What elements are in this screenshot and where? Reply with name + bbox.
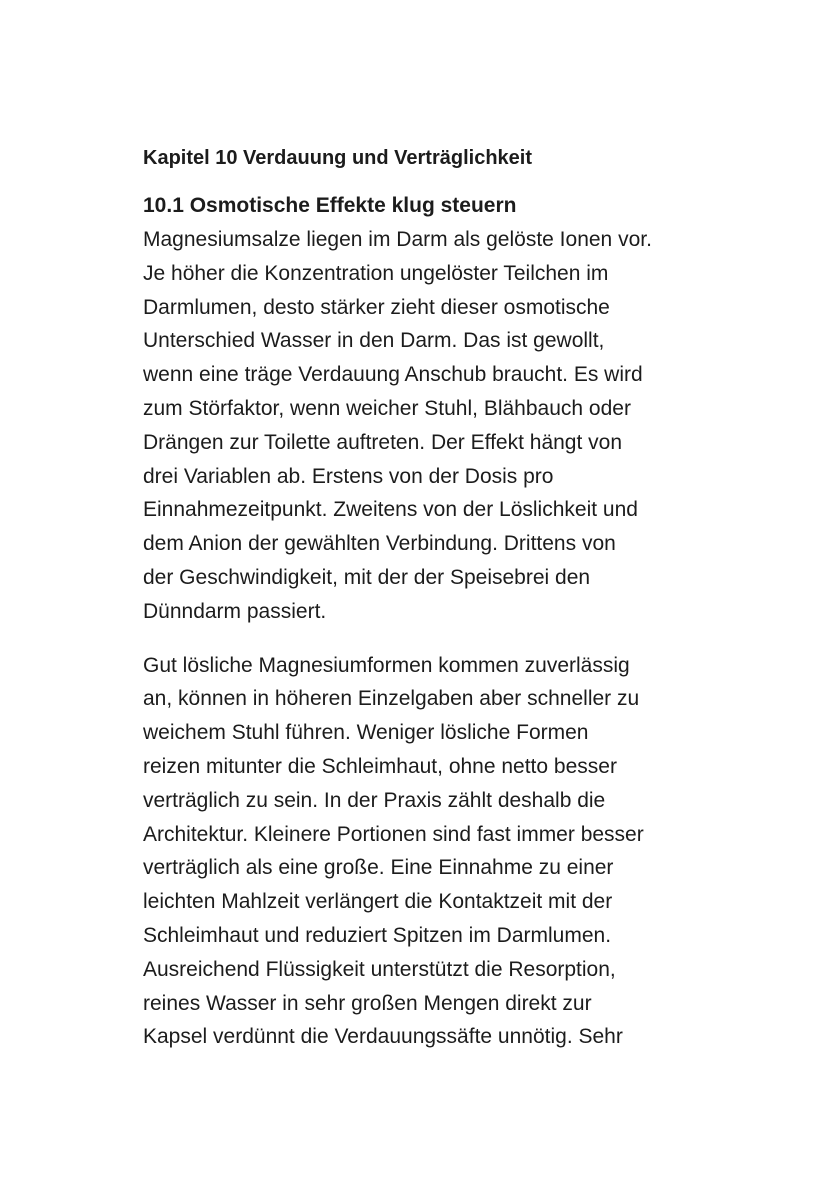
paragraph-line: reizen mitunter die Schleimhaut, ohne netto besser [143,754,617,778]
paragraph-line: leichten Mahlzeit verlängert die Kontaktzeit mit der [143,890,613,914]
paragraph-line: Gut lösliche Magnesiumformen kommen zuverlässig [143,653,630,677]
document-page [143,143,703,1054]
paragraph-line: Dünndarm passiert. [143,599,327,623]
paragraph-line: Einnahmezeitpunkt. Zweitens von der Löslichkeit und [143,498,638,522]
paragraph-line: Kapsel verdünnt die Verdauungssäfte unnötig. Sehr [143,1025,623,1049]
paragraph-line: verträglich als eine große. Eine Einnahme zu einer [143,856,614,880]
paragraph-line: Architektur. Kleinere Portionen sind fast immer besser [143,822,644,846]
paragraph-line: der Geschwindigkeit, mit der der Speisebrei den [143,565,591,589]
chapter-title: Kapitel 10 Verdauung und Verträglichkeit [143,147,532,169]
paragraph-line: wenn eine träge Verdauung Anschub braucht. Es wird [143,363,643,387]
paragraph-line: Darmlumen, desto stärker zieht dieser osmotische [143,295,610,319]
paragraph-line: verträglich zu sein. In der Praxis zählt deshalb die [143,788,606,812]
paragraph-line: dem Anion der gewählten Verbindung. Drittens von [143,532,616,556]
paragraph-line: zum Störfaktor, wenn weicher Stuhl, Blähbauch oder [143,396,631,420]
paragraph-line: an, können in höheren Einzelgaben aber schneller zu [143,687,640,711]
paragraph-line: Je höher die Konzentration ungelöster Teilchen im [143,261,609,285]
section-title: 10.1 Osmotische Effekte klug steuern [143,194,517,217]
paragraph-line: Magnesiumsalze liegen im Darm als gelöste Ionen vor. [143,228,652,251]
paragraph-line: Schleimhaut und reduziert Spitzen im Darmlumen. [143,923,612,947]
paragraph-2 [143,649,703,1055]
paragraph-line: drei Variablen ab. Erstens von der Dosis pro [143,464,554,488]
paragraph-line: reines Wasser in sehr großen Mengen direkt zur [143,991,592,1015]
paragraph-1 [143,223,703,629]
paragraph-line: Ausreichend Flüssigkeit unterstützt die Resorption, [143,957,616,981]
paragraph-line: Drängen zur Toilette auftreten. Der Effekt hängt von [143,430,623,454]
paragraph-line: Unterschied Wasser in den Darm. Das ist gewollt, [143,329,605,353]
paragraph-line: weichem Stuhl führen. Weniger lösliche Formen [143,721,589,745]
